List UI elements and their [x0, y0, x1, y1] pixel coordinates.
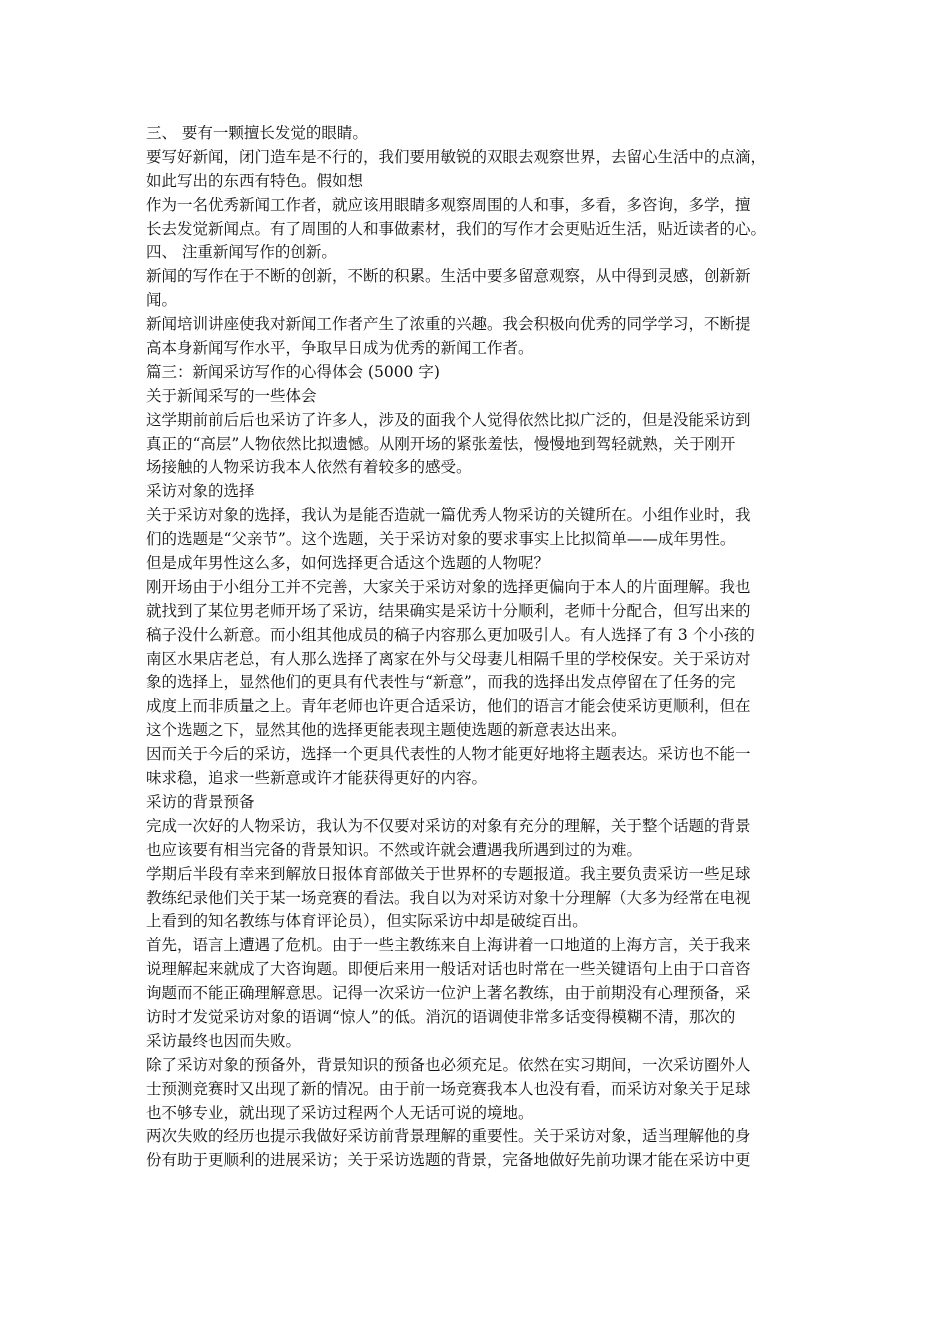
text-line: 如此写出的东西有特色。假如想: [146, 171, 364, 190]
text-line: 稿子没什么新意。而小组其他成员的稿子内容那么更加吸引人。有人选择了有 3 个小孩的: [146, 625, 755, 644]
text-line: 刚开场由于小组分工并不完善，大家关于采访对象的选择更偏向于本人的片面理解。我也: [146, 577, 751, 596]
text-line: 完成一次好的人物采访，我认为不仅要对采访的对象有充分的理解，关于整个话题的背景: [146, 816, 751, 835]
text-line: 关于新闻采写的一些体会: [146, 386, 317, 405]
text-line: 也不够专业，就出现了采访过程两个人无话可说的境地。: [146, 1103, 534, 1122]
text-line: 们的选题是“父亲节”。这个选题，关于采访对象的要求事实上比拟简单——成年男性。: [146, 530, 736, 549]
paragraph: [146, 194, 814, 242]
text-line: 学期后半段有幸来到解放日报体育部做关于世界杯的专题报道。我主要负责采访一些足球: [146, 864, 751, 883]
text-line: 场接触的人物采访我本人依然有着较多的感受。: [146, 458, 472, 477]
paragraph: [146, 504, 814, 576]
text-line: 新闻培训讲座使我对新闻工作者产生了浓重的兴趣。我会积极向优秀的同学学习，不断提: [146, 315, 751, 334]
text-line: 闻。: [146, 291, 178, 310]
text-line: 成度上而非质量之上。青年老师也许更合适采访，他们的语言才能会使采访更顺利，但在: [146, 697, 751, 716]
paragraph: [146, 743, 814, 791]
text-line: 士预测竞赛时又出现了新的情况。由于前一场竞赛我本人也没有看，而采访对象关于足球: [146, 1079, 751, 1098]
paragraph: [146, 480, 814, 504]
paragraph: [146, 241, 814, 265]
paragraph: [146, 863, 814, 935]
text-line: 访时才发觉采访对象的语调“惊人”的低。消沉的语调使非常多话变得模糊不清，那次的: [146, 1007, 736, 1026]
text-line: 四、 注重新闻写作的创新。: [146, 243, 337, 262]
text-line: 要写好新闻，闭门造车是不行的，我们要用敏锐的双眼去观察世界，去留心生活中的点滴，: [146, 147, 767, 166]
text-line: 询题而不能正确理解意思。记得一次采访一位沪上著名教练，由于前期没有心理预备，采: [146, 984, 751, 1003]
text-line: 味求稳，追求一些新意或许才能获得更好的内容。: [146, 769, 488, 788]
text-line: 关于采访对象的选择，我认为是能否造就一篇优秀人物采访的关键所在。小组作业时，我: [146, 506, 751, 525]
paragraph: [146, 934, 814, 1053]
text-line: 说理解起来就成了大咨询题。即便后来用一般话对话也时常在一些关键语句上由于口音咨: [146, 960, 751, 979]
paragraph: [146, 313, 814, 361]
text-line: 新闻的写作在于不断的创新，不断的积累。生活中要多留意观察，从中得到灵感，创新新: [146, 267, 751, 286]
paragraph: [146, 409, 814, 481]
paragraph: [146, 385, 814, 409]
paragraph: [146, 815, 814, 863]
text-line: 采访的背景预备: [146, 792, 255, 811]
paragraph: [146, 361, 814, 385]
paragraph: [146, 1125, 814, 1173]
text-line: 采访对象的选择: [146, 482, 255, 501]
paragraph: [146, 1054, 814, 1126]
text-line: 采访最终也因而失败。: [146, 1031, 302, 1050]
text-line: 南区水果店老总，有人那么选择了离家在外与父母妻儿相隔千里的学校保安。关于采访对: [146, 649, 751, 668]
text-line: 也应该要有相当完备的背景知识。不然或许就会遭遇我所遇到过的为难。: [146, 840, 643, 859]
text-line: 长去发觉新闻点。有了周围的人和事做素材，我们的写作才会更贴近生活，贴近读者的心。: [146, 219, 767, 238]
document-body: [146, 122, 814, 1173]
text-line: 但是成年男性这么多，如何选择更合适这个选题的人物呢？: [146, 554, 550, 573]
paragraph: [146, 122, 814, 146]
text-line: 首先，语言上遭遇了危机。由于一些主教练来自上海讲着一口地道的上海方言，关于我来: [146, 936, 751, 955]
paragraph: [146, 791, 814, 815]
paragraph: [146, 576, 814, 743]
text-line: 篇三：新闻采访写作的心得体会 (5000 字): [146, 362, 440, 381]
text-line: 真正的“高层”人物依然比拟遗憾。从刚开场的紧张羞怯，慢慢地到驾轻就熟，关于刚开: [146, 434, 736, 453]
text-line: 高本身新闻写作水平，争取早日成为优秀的新闻工作者。: [146, 339, 534, 358]
text-line: 这个选题之下，显然其他的选择更能表现主题使选题的新意表达出来。: [146, 721, 627, 740]
text-line: 份有助于更顺利的进展采访；关于采访选题的背景，完备地做好先前功课才能在采访中更: [146, 1151, 751, 1170]
text-line: 象的选择上，显然他们的更具有代表性与“新意”，而我的选择出发点停留在了任务的完: [146, 673, 736, 692]
text-line: 除了采访对象的预备外，背景知识的预备也必须充足。依然在实习期间，一次采访圈外人: [146, 1055, 751, 1074]
paragraph: [146, 146, 814, 194]
text-line: 作为一名优秀新闻工作者，就应该用眼睛多观察周围的人和事，多看，多咨询，多学，擅: [146, 195, 751, 214]
text-line: 上看到的知名教练与体育评论员），但实际采访中却是破绽百出。: [146, 912, 588, 931]
text-line: 三、 要有一颗擅长发觉的眼睛。: [146, 124, 368, 142]
text-line: 就找到了某位男老师开场了采访，结果确实是采访十分顺利，老师十分配合，但写出来的: [146, 601, 751, 620]
text-line: 两次失败的经历也提示我做好采访前背景理解的重要性。关于采访对象，适当理解他的身: [146, 1127, 751, 1146]
text-line: 这学期前前后后也采访了许多人，涉及的面我个人觉得依然比拟广泛的，但是没能采访到: [146, 410, 751, 429]
paragraph: [146, 265, 814, 313]
text-line: 因而关于今后的采访，选择一个更具代表性的人物才能更好地将主题表达。采访也不能一: [146, 745, 751, 764]
text-line: 教练纪录他们关于某一场竞赛的看法。我自以为对采访对象十分理解（大多为经常在电视: [146, 888, 751, 907]
